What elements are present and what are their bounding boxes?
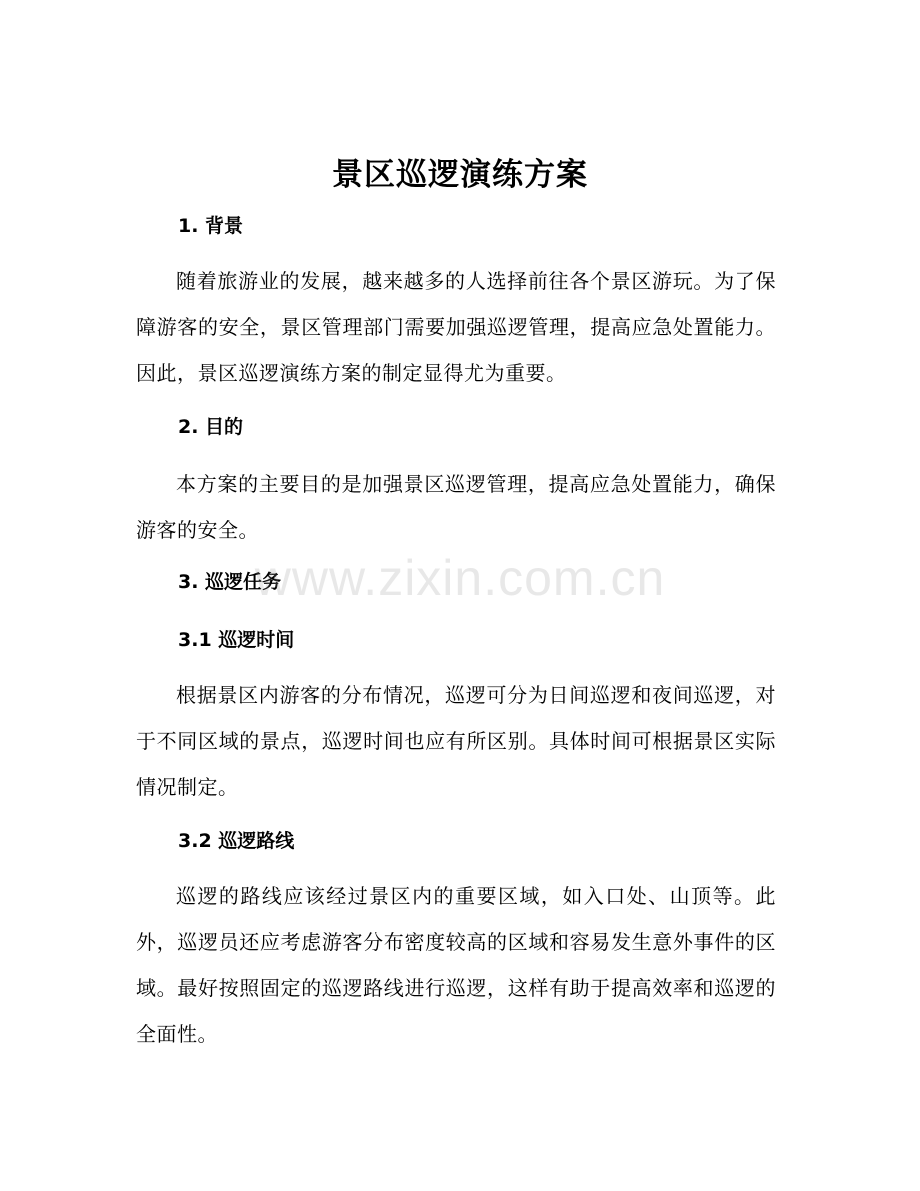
- section-heading-purpose: 2. 目的: [178, 416, 244, 438]
- section-paragraph-patrol-route: 巡逻的路线应该经过景区内的重要区域，如入口处、山顶等。此外，巡逻员还应考虑游客分布密度较高的区域和容易发生意外事件的区域。最好按照固定的巡逻路线进行巡逻，这样有助于提高效率和巡逻的全面性。: [136, 884, 776, 1046]
- watermark: www.zixin.com.cn: [254, 550, 666, 606]
- section-paragraph-background: 随着旅游业的发展，越来越多的人选择前往各个景区游玩。为了保障游客的安全，景区管理部门需要加强巡逻管理，提高应急处置能力。因此，景区巡逻演练方案的制定显得尤为重要。: [136, 269, 776, 385]
- section-heading-patrol-route: 3.2 巡逻路线: [178, 830, 295, 852]
- section-paragraph-purpose: 本方案的主要目的是加强景区巡逻管理，提高应急处置能力，确保游客的安全。: [136, 472, 776, 542]
- section-heading-background: 1. 背景: [178, 215, 244, 237]
- section-heading-patrol-time: 3.1 巡逻时间: [178, 629, 295, 651]
- section-paragraph-patrol-time: 根据景区内游客的分布情况，巡逻可分为日间巡逻和夜间巡逻，对于不同区域的景点，巡逻时间也应有所区别。具体时间可根据景区实际情况制定。: [136, 683, 776, 799]
- document-title: 景区巡逻演练方案: [332, 157, 588, 193]
- section-heading-patrol-tasks: 3. 巡逻任务: [178, 571, 282, 593]
